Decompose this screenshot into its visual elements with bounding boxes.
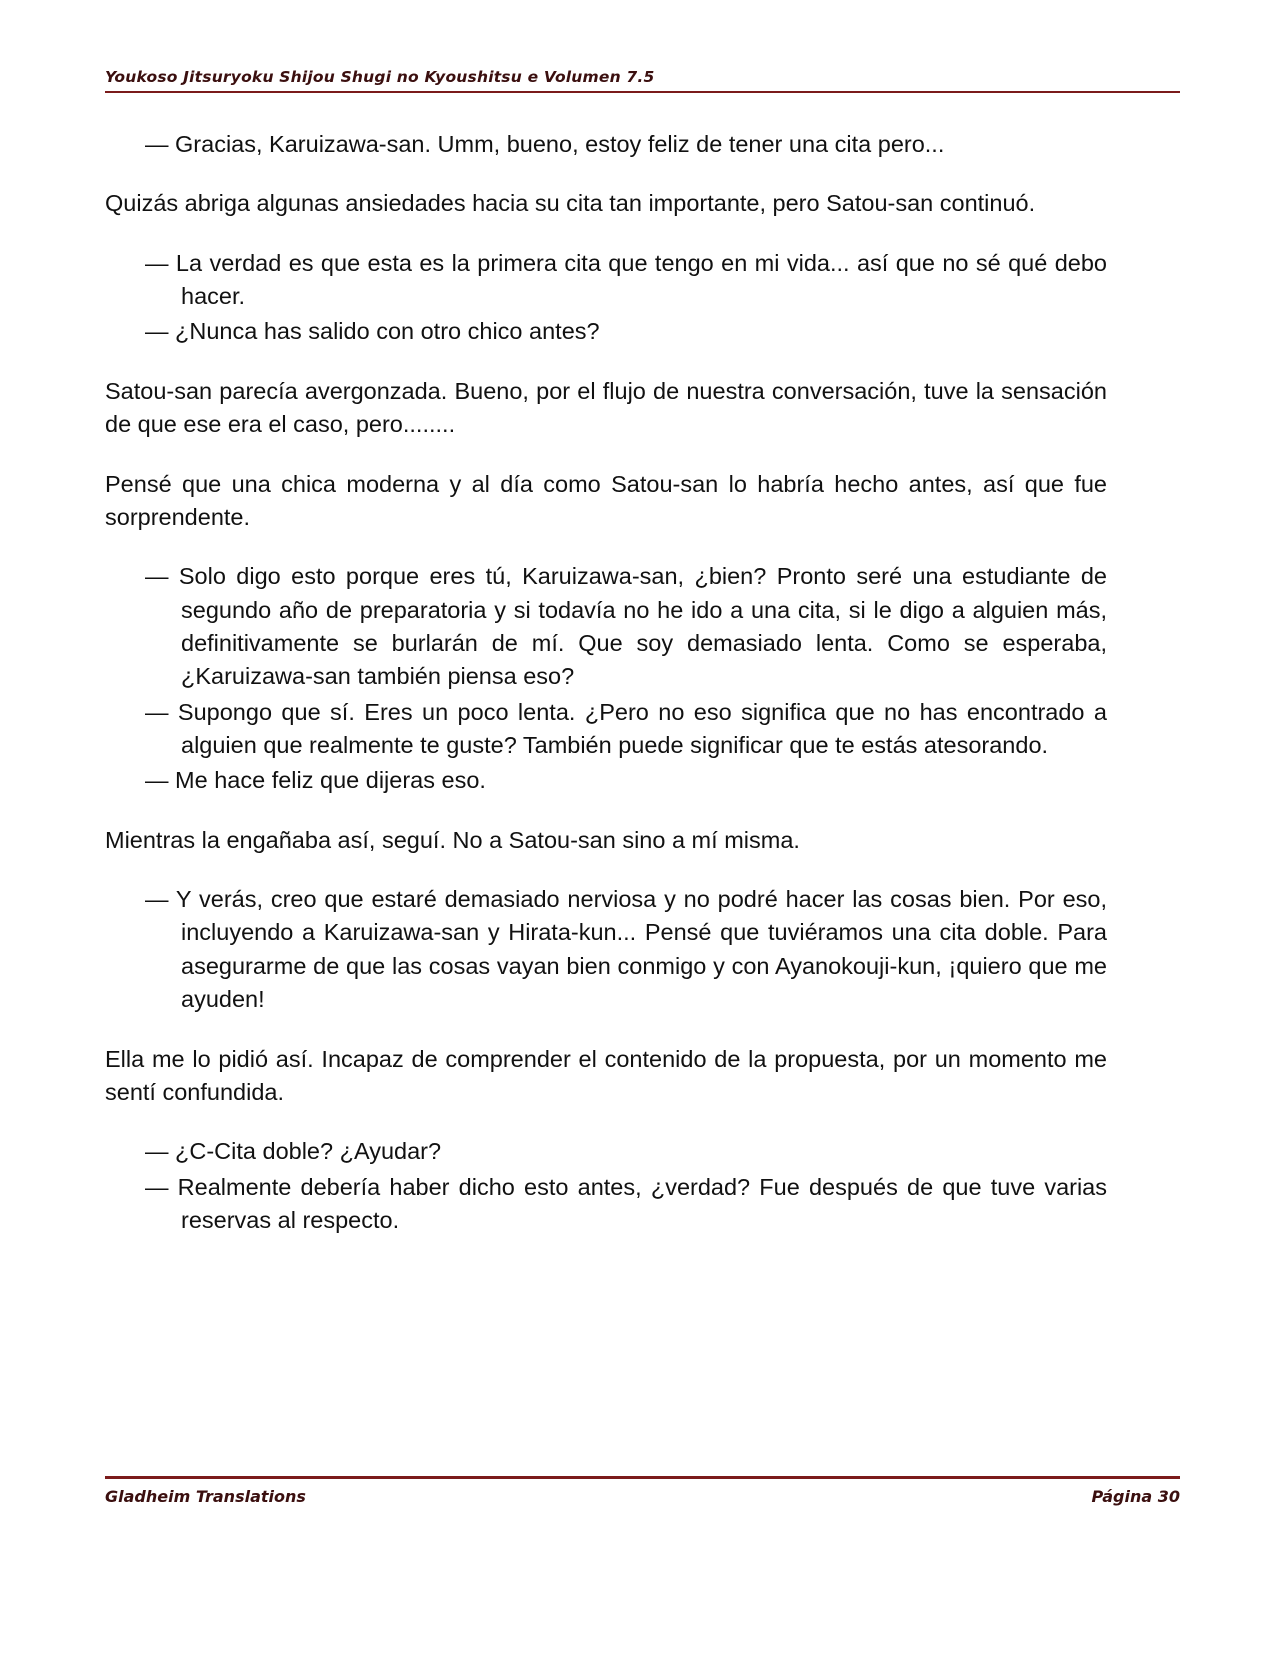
page-header bbox=[105, 68, 1180, 93]
page-content bbox=[105, 128, 1107, 1263]
dialogue-line: — Supongo que sí. Eres un poco lenta. ¿Pero no eso significa que no has encontrado a alguien que realmente te guste? También puede significar que te estás atesorando. bbox=[145, 698, 1107, 759]
dialogue-line: — Solo digo esto porque eres tú, Karuizawa-san, ¿bien? Pronto seré una estudiante de segundo año de preparatoria y si todavía no he ido a una cita, si le digo a alguien más, definitivamente se burlarán de mí. Que soy demasiado lenta. Como se esperaba, ¿Karuizawa-san también piensa eso? bbox=[145, 563, 1107, 690]
dialogue-block bbox=[105, 247, 1107, 349]
dialogue-line: — ¿Nunca has salido con otro chico antes? bbox=[145, 318, 600, 345]
dialogue-line: — Y verás, creo que estaré demasiado nerviosa y no podré hacer las cosas bien. Por eso, incluyendo a Karuizawa-san y Hirata-kun... Pensé que tuviéramos una cita doble. Para asegurarme de que las cosas vayan bien conmigo y con Ayanokouji-kun, ¡quiero que me ayuden! bbox=[145, 886, 1107, 1013]
dialogue-block bbox=[105, 560, 1107, 798]
dialogue-line: — ¿C-Cita doble? ¿Ayudar? bbox=[145, 1138, 442, 1165]
paragraph: Satou-san parecía avergonzada. Bueno, por el flujo de nuestra conversación, tuve la sensación de que ese era el caso, pero........ bbox=[105, 377, 1107, 438]
footer-page-number: Página 30 bbox=[1091, 1487, 1180, 1506]
dialogue-line: — La verdad es que esta es la primera cita que tengo en mi vida... así que no sé qué debo hacer. bbox=[145, 249, 1107, 310]
footer-credit: Gladheim Translations bbox=[105, 1487, 306, 1506]
dialogue-block bbox=[105, 128, 1107, 161]
dialogue-block bbox=[105, 1135, 1107, 1237]
page-footer bbox=[105, 1476, 1180, 1506]
paragraph: Pensé que una chica moderna y al día como Satou-san lo habría hecho antes, así que fue sorprendente. bbox=[105, 470, 1107, 530]
footer-row bbox=[105, 1487, 1180, 1506]
paragraph: Ella me lo pidió así. Incapaz de comprender el contenido de la propuesta, por un momento me sentí confundida. bbox=[105, 1045, 1107, 1105]
paragraph: Quizás abriga algunas ansiedades hacia su cita tan importante, pero Satou-san continuó. bbox=[105, 190, 1036, 217]
dialogue-line: — Me hace feliz que dijeras eso. bbox=[145, 767, 486, 794]
paragraph: Mientras la engañaba así, seguí. No a Satou-san sino a mí misma. bbox=[105, 826, 800, 853]
dialogue-line: — Realmente debería haber dicho esto antes, ¿verdad? Fue después de que tuve varias reservas al respecto. bbox=[145, 1173, 1107, 1233]
header-title: Youkoso Jitsuryoku Shijou Shugi no Kyoushitsu e Volumen 7.5 bbox=[105, 68, 655, 86]
header-divider bbox=[105, 91, 1180, 93]
dialogue-block bbox=[105, 883, 1107, 1016]
footer-divider bbox=[105, 1476, 1180, 1479]
dialogue-line: — Gracias, Karuizawa-san. Umm, bueno, estoy feliz de tener una cita pero... bbox=[145, 131, 945, 157]
